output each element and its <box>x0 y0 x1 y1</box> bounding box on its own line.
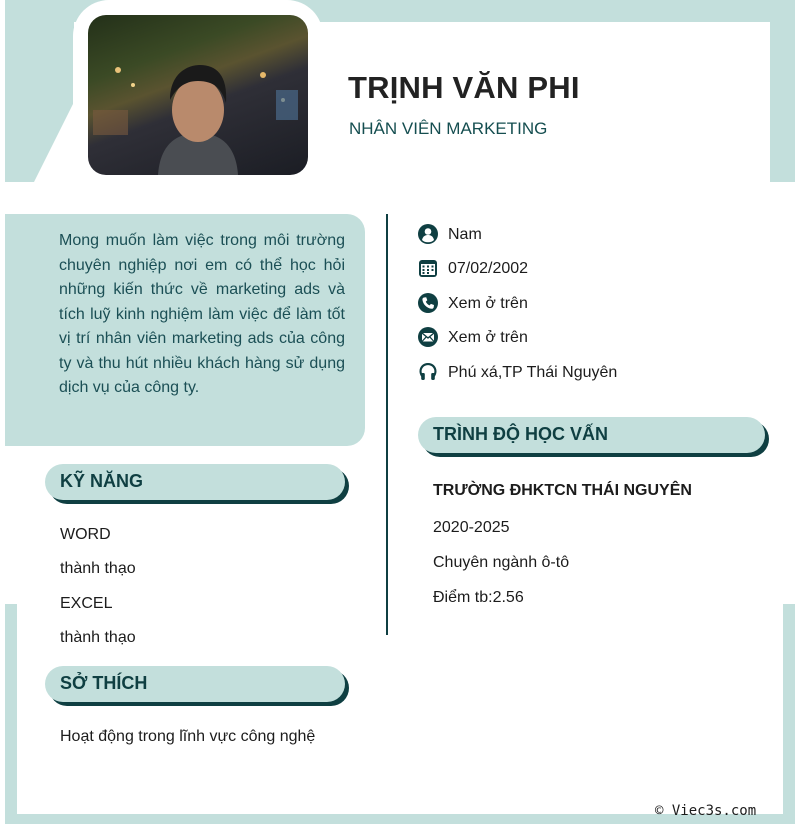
phone-text: Xem ở trên <box>448 295 528 312</box>
phone-icon <box>418 293 438 313</box>
gender-text: Nam <box>448 226 482 243</box>
candidate-name: TRỊNH VĂN PHI <box>348 70 580 105</box>
career-objective: Mong muốn làm việc trong môi trường chuyên nghiệp nơi em có thể học hỏi những kiến thức về marketing ads và tích luỹ kinh nghiệm làm việc để làm tốt vị trí nhân viên marketing ads của công ty và thu hút nhiều khách hàng sử dụng dịch vụ của công ty. <box>59 232 345 396</box>
hobbies-title: SỞ THÍCH <box>60 673 148 693</box>
skills-heading <box>45 464 345 500</box>
skill-item: thành thạo <box>60 629 136 646</box>
skill-item: WORD <box>60 526 111 543</box>
education-heading <box>418 417 765 453</box>
mail-icon <box>418 327 438 347</box>
birthday-text: 07/02/2002 <box>448 260 529 277</box>
education-major: Chuyên ngành ô-tô <box>433 554 570 571</box>
job-title: NHÂN VIÊN MARKETING <box>349 119 548 138</box>
hobby-item: Hoạt động trong lĩnh vực công nghệ <box>60 728 316 745</box>
hobbies-heading <box>45 666 345 702</box>
calendar-icon <box>418 258 438 278</box>
address-text: Phú xá,TP Thái Nguyên <box>448 364 618 381</box>
skill-item: EXCEL <box>60 595 113 612</box>
email-text: Xem ở trên <box>448 329 528 346</box>
skills-title: KỸ NĂNG <box>60 471 144 491</box>
profile-photo <box>88 15 308 175</box>
user-icon <box>418 224 438 244</box>
education-years: 2020-2025 <box>433 519 510 536</box>
footer-credit: © Viec3s.com <box>655 803 757 819</box>
education-title: TRÌNH ĐỘ HỌC VẤN <box>433 424 608 444</box>
column-divider <box>386 214 388 635</box>
education-gpa: Điểm tb:2.56 <box>433 589 524 606</box>
education-school: TRƯỜNG ĐHKTCN THÁI NGUYÊN <box>433 482 692 499</box>
location-icon <box>418 362 438 382</box>
skill-item: thành thạo <box>60 560 136 577</box>
